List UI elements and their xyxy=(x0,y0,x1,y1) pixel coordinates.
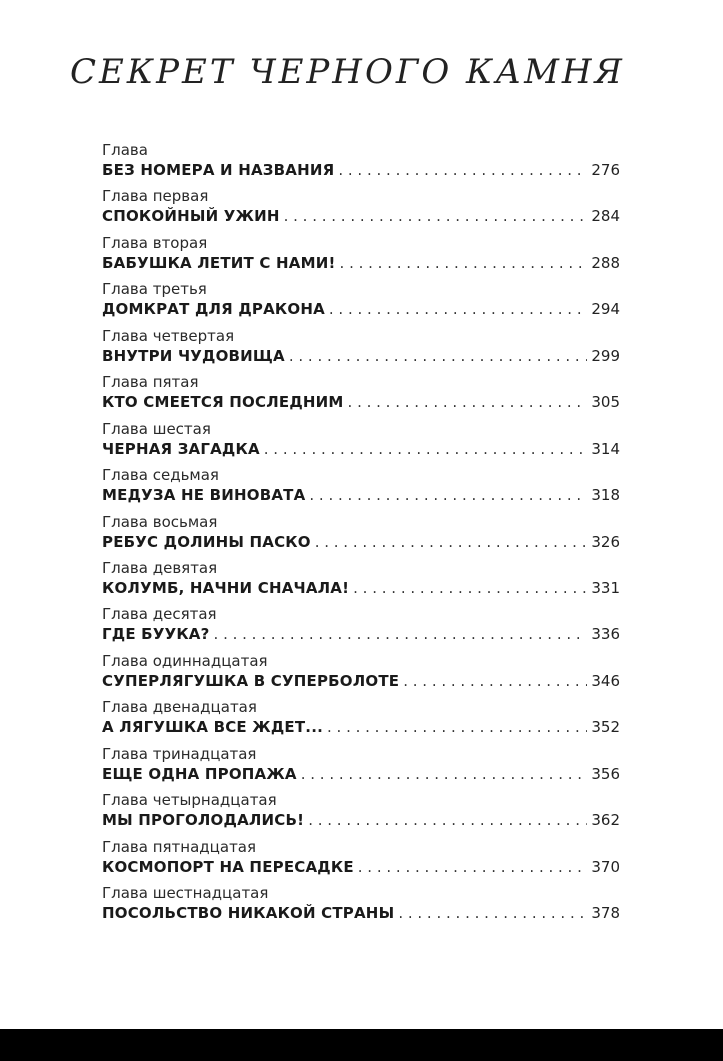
toc-entry xyxy=(102,791,620,837)
page-number: 284 xyxy=(591,207,620,226)
chapter-row xyxy=(102,857,620,878)
chapter-row xyxy=(102,578,620,599)
toc-entry xyxy=(102,141,620,187)
chapter-row xyxy=(102,810,620,831)
dot-leader xyxy=(403,671,587,692)
dot-leader xyxy=(348,392,588,413)
page-number: 378 xyxy=(591,904,620,922)
page-number: 352 xyxy=(591,718,620,737)
chapter-label: Глава девятая xyxy=(102,558,218,577)
chapter-label: Глава восьмая xyxy=(102,512,218,531)
toc-entry xyxy=(102,466,620,512)
chapter-title: ГДЕ БУУКА? xyxy=(102,625,210,644)
page-number: 288 xyxy=(591,253,620,272)
chapter-row xyxy=(102,764,620,785)
chapter-title: СУПЕРЛЯГУШКА В СУПЕРБОЛОТЕ xyxy=(102,671,400,690)
dot-leader xyxy=(214,624,588,645)
chapter-title: ЕЩЕ ОДНА ПРОПАЖА xyxy=(102,764,297,783)
chapter-title: А ЛЯГУШКА ВСЕ ЖДЕТ... xyxy=(102,718,323,737)
toc-entry xyxy=(102,698,620,744)
chapter-row xyxy=(102,439,620,460)
chapter-title: ЧЕРНАЯ ЗАГАДКА xyxy=(102,439,260,458)
chapter-row xyxy=(102,717,620,738)
toc-entry xyxy=(102,373,620,419)
page-number: 276 xyxy=(591,161,620,179)
toc-entry xyxy=(102,884,620,930)
dot-leader xyxy=(284,206,588,227)
dot-leader xyxy=(398,903,587,924)
chapter-title: РЕБУС ДОЛИНЫ ПАСКО xyxy=(102,532,311,551)
chapter-label: Глава четвертая xyxy=(102,326,235,345)
chapter-label: Глава двенадцатая xyxy=(102,698,257,717)
bottom-bar xyxy=(0,1029,723,1061)
chapter-label: Глава третья xyxy=(102,280,207,299)
chapter-label: Глава вторая xyxy=(102,233,208,252)
dot-leader xyxy=(309,485,587,506)
chapter-label: Глава шестая xyxy=(102,419,211,438)
page-number: 336 xyxy=(591,625,620,644)
chapter-label: Глава шестнадцатая xyxy=(102,884,269,902)
toc-entry xyxy=(102,280,620,326)
chapter-label: Глава одиннадцатая xyxy=(102,651,268,670)
chapter-row xyxy=(102,671,620,692)
dot-leader xyxy=(264,439,588,460)
page-number: 356 xyxy=(591,764,620,783)
page-number: 370 xyxy=(591,857,620,876)
toc-entry xyxy=(102,652,620,698)
page-number: 305 xyxy=(591,393,620,412)
page-number: 318 xyxy=(591,486,620,505)
chapter-title: ПОСОЛЬСТВО НИКАКОЙ СТРАНЫ xyxy=(102,904,395,922)
toc-entry xyxy=(102,745,620,791)
chapter-label: Глава седьмая xyxy=(102,466,219,485)
page-number: 362 xyxy=(591,811,620,830)
dot-leader xyxy=(308,810,587,831)
page-number: 331 xyxy=(591,578,620,597)
chapter-title: КОСМОПОРТ НА ПЕРЕСАДКЕ xyxy=(102,857,354,876)
toc-entry xyxy=(102,559,620,605)
chapter-title: КОЛУМБ, НАЧНИ СНАЧАЛА! xyxy=(102,578,350,597)
table-of-contents xyxy=(102,141,620,930)
dot-leader xyxy=(338,160,587,181)
chapter-title: МЕДУЗА НЕ ВИНОВАТА xyxy=(102,486,306,505)
chapter-label: Глава тринадцатая xyxy=(102,744,257,763)
page-number: 326 xyxy=(591,532,620,551)
toc-entry xyxy=(102,605,620,651)
page-number: 294 xyxy=(591,300,620,319)
chapter-row xyxy=(102,532,620,553)
dot-leader xyxy=(329,299,587,320)
dot-leader xyxy=(353,578,587,599)
dot-leader xyxy=(358,857,588,878)
chapter-title: ВНУТРИ ЧУДОВИЩА xyxy=(102,346,285,365)
chapter-row xyxy=(102,392,620,413)
chapter-row xyxy=(102,903,620,924)
chapter-label: Глава xyxy=(102,141,148,159)
chapter-row xyxy=(102,299,620,320)
dot-leader xyxy=(289,346,588,367)
chapter-title: ДОМКРАТ ДЛЯ ДРАКОНА xyxy=(102,300,325,319)
chapter-title: БАБУШКА ЛЕТИТ С НАМИ! xyxy=(102,253,336,272)
chapter-row xyxy=(102,160,620,181)
toc-entry xyxy=(102,234,620,280)
chapter-title: КТО СМЕЕТСЯ ПОСЛЕДНИМ xyxy=(102,393,344,412)
dot-leader xyxy=(315,532,588,553)
dot-leader xyxy=(327,717,587,738)
chapter-label: Глава четырнадцатая xyxy=(102,791,277,810)
chapter-row xyxy=(102,624,620,645)
toc-entry xyxy=(102,420,620,466)
page-number: 314 xyxy=(591,439,620,458)
toc-entry xyxy=(102,513,620,559)
chapter-label: Глава десятая xyxy=(102,605,217,624)
chapter-label: Глава пятнадцатая xyxy=(102,837,257,856)
page-number: 299 xyxy=(591,346,620,365)
chapter-row xyxy=(102,485,620,506)
dot-leader xyxy=(301,764,588,785)
chapter-title: МЫ ПРОГОЛОДАЛИСЬ! xyxy=(102,811,305,830)
chapter-title: СПОКОЙНЫЙ УЖИН xyxy=(102,207,280,226)
toc-entry xyxy=(102,838,620,884)
dot-leader xyxy=(340,253,588,274)
toc-entry xyxy=(102,187,620,233)
page-title: СЕКРЕТ ЧЕРНОГО КАМНЯ xyxy=(69,52,625,92)
chapter-label: Глава пятая xyxy=(102,373,199,392)
page-number: 346 xyxy=(591,671,620,690)
chapter-label: Глава первая xyxy=(102,187,209,206)
chapter-title: БЕЗ НОМЕРА И НАЗВАНИЯ xyxy=(102,161,335,179)
chapter-row xyxy=(102,206,620,227)
chapter-row xyxy=(102,253,620,274)
toc-entry xyxy=(102,327,620,373)
chapter-row xyxy=(102,346,620,367)
